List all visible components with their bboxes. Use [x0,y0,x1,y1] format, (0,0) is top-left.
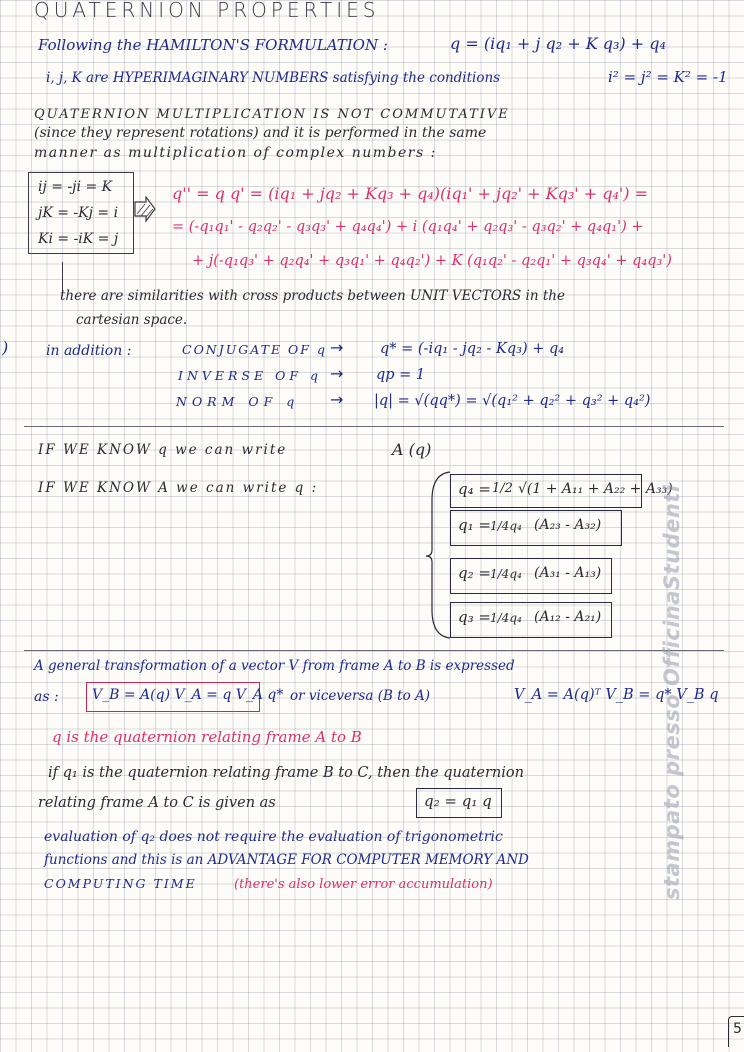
page-title: QUATERNION PROPERTIES [34,0,380,22]
evaluation-line-2: functions and this is an ADVANTAGE FOR COMPUTER MEMORY AND [44,852,529,868]
compose-line-1: if q₁ is the quaternion relating frame B to C, then the quaternion [48,765,524,781]
norm-name: NORM OF q [176,394,300,409]
compose-boxed: q₂ = q₁ q [424,792,492,810]
multiplication-line-3: manner as multiplication of complex numbers : [34,145,437,161]
unit-rule-ij: ij = -ji = K [38,179,113,195]
inverse-name: INVERSE OF q [178,368,322,383]
hatched-arrow-icon [134,196,156,222]
hamilton-intro: Following the HAMILTON'S FORMULATION : [38,36,388,54]
hamilton-formula: q = (iq₁ + j q₂ + K q₃) + q₄ [450,34,666,53]
unit-rule-jk: jK = -Kj = i [38,205,119,221]
q4-rhs: √(1 + A₁₁ + A₂₂ + A₃₃) [518,481,673,497]
evaluation-line-1: evaluation of q₂ does not require the evaluation of trigonometric [44,829,503,845]
know-a-text: IF WE KNOW A we can write q : [38,480,319,496]
conjugate-value: q* = (-iq₁ - jq₂ - Kq₃) + q₄ [380,341,565,357]
page-number: 5 [733,1021,742,1037]
q2-rhs: (A₃₁ - A₁₃) [534,565,602,581]
transform-reverse: V_A = A(q)ᵀ V_B = q* V_B q [514,687,719,703]
multiplication-line-2: (since they represent rotations) and it is performed in the same [34,125,487,141]
q2-lhs: q₂ = [458,564,491,582]
product-line-1: q'' = q q' = (iq₁ + jq₂ + Kq₃ + q₄)(iq₁' + jq₂' + Kq₃' + q₄') = [172,184,648,203]
q3-coef: 1/4q₄ [490,611,522,625]
conjugate-arrow-icon: → [330,338,344,357]
transform-as: as : [34,689,59,705]
unit-rule-ki: Ki = -iK = j [38,231,119,247]
hyperimaginary-text: i, j, K are HYPERIMAGINARY NUMBERS satisfying the conditions [46,70,501,86]
evaluation-line-3: COMPUTING TIME [44,876,197,891]
section-divider-2 [24,650,724,651]
q4-lhs: q₄ = [458,480,491,498]
q3-lhs: q₃ = [458,608,491,626]
similarity-line-2: cartesian space. [76,312,188,328]
q1-rhs: (A₂₃ - A₃₂) [534,517,602,533]
norm-arrow-icon: → [330,390,344,409]
watermark: stampato presso OfficinaStudenti [660,484,684,900]
conjugate-name: CONJUGATE OF q [182,342,327,357]
similarity-line-1: there are similarities with cross products between UNIT VECTORS in the [60,288,565,304]
transform-or: or viceversa (B to A) [290,688,431,704]
q1-coef: 1/4q₄ [490,519,522,533]
product-line-3: + j(-q₁q₃' + q₂q₄' + q₃q₁' + q₄q₂') + K (q₁q₂' - q₂q₁' + q₃q₄' + q₄q₃') [192,253,672,269]
multiplication-line-1: QUATERNION MULTIPLICATION IS NOT COMMUTATIVE [34,107,510,122]
transform-line-1: A general transformation of a vector V from frame A to B is expressed [34,658,515,674]
know-q-value: A (q) [392,440,432,459]
equation-bracket-icon [424,470,452,640]
section-divider-1 [24,426,724,427]
evaluation-note: (there's also lower error accumulation) [234,877,493,892]
hyperimaginary-condition: i² = j² = K² = -1 [608,68,728,86]
inverse-arrow-icon: → [330,364,344,383]
q3-rhs: (A₁₂ - A₂₁) [534,609,602,625]
know-q-text: IF WE KNOW q we can write [38,442,288,458]
margin-mark: ) [2,338,9,357]
q2-coef: 1/4q₄ [490,567,522,581]
product-line-2: = (-q₁q₁' - q₂q₂' - q₃q₃' + q₄q₄') + i (q₁q₄' + q₂q₃' - q₃q₂' + q₄q₁') + [172,219,644,235]
addition-label: in addition : [46,343,132,359]
transform-boxed: V_B = A(q) V_A = q V_A q* [92,687,284,703]
inverse-value: qp = 1 [376,367,426,383]
compose-line-2: relating frame A to C is given as [38,795,276,811]
q1-lhs: q₁ = [458,516,491,534]
relating-text: q is the quaternion relating frame A to B [52,728,362,746]
norm-value: |q| = √(qq*) = √(q₁² + q₂² + q₃² + q₄²) [374,393,651,409]
q4-coef: 1/2 [492,481,513,496]
